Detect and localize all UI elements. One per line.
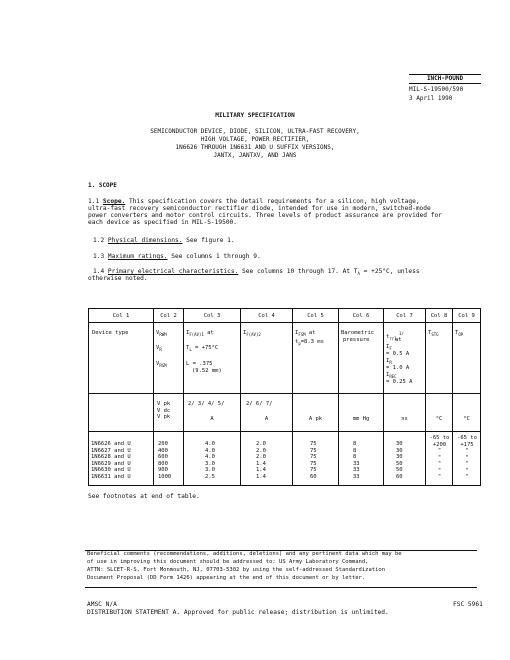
param-tl: $T_L = +75^\circ C$ [186, 345, 219, 353]
units-col-2: V pk V dc V pk [157, 401, 171, 420]
param-ir-value: = 1.0 A [386, 365, 410, 371]
param-if-value: = 0.5 A [386, 351, 410, 357]
column-header: Col 9 [458, 313, 475, 319]
col-5-values: 75 75 75 75 75 60 [310, 441, 317, 480]
paragraph-text: See figure 1. [186, 237, 235, 244]
col-8-values: -65 to +200 " " " " " [429, 435, 450, 480]
param-vrsm: $V_{RSM}$ [156, 361, 167, 369]
paragraph-1-1-line-2: ultra-fast recovery semiconductor rectifier diode, intended for use in modern, switched-mode [88, 205, 431, 212]
section-heading: 1. SCOPE [88, 182, 117, 189]
table-vrule [338, 308, 339, 486]
paragraph-text-2: = +25°C, unless [359, 268, 420, 275]
table-bottom-rule [88, 485, 480, 486]
paragraph-number: 1.4 [93, 268, 105, 275]
document-date: 3 April 1990 [409, 95, 453, 102]
col-6-values: 8 8 8 33 33 33 [353, 441, 360, 480]
paragraph-title: Physical dimensions. [107, 237, 183, 244]
unit-col-7: ns [401, 416, 408, 422]
param-ir: $I_R$ [386, 358, 392, 366]
column-header: Col 3 [203, 313, 221, 319]
table-vrule [425, 308, 426, 486]
paragraph-1-1-line-4: each device as specified in MIL-S-19500. [88, 219, 238, 226]
param-tstg: $T_{STG}$ [428, 330, 439, 338]
param-if-av1: $I_{F(AV)1}$ at [186, 330, 214, 338]
table-vrule [240, 308, 241, 486]
column-header: Col 8 [430, 313, 448, 319]
table-top-rule [88, 308, 480, 309]
param-irec: $I_{REC}$ [386, 372, 397, 380]
paragraph-number: 1.3 [93, 253, 105, 260]
notes-col-4: 2/ 6/ 7/ [246, 401, 273, 407]
paragraph-text: See columns 1 through 9. [171, 253, 261, 260]
unit-col-8: °C [435, 416, 443, 422]
param-barometric: Barometric [341, 330, 375, 336]
param-at: at [395, 337, 402, 343]
paragraph-1-3 [93, 253, 261, 260]
param-top: $T_{OP}$ [455, 330, 464, 338]
table-vrule [383, 308, 384, 486]
title-line-4: JANTX, JANTXV, AND JANS [213, 152, 297, 159]
param-vr: $V_R$ [156, 345, 162, 353]
amsc-label: AMSC N/A [87, 601, 117, 608]
notes-col-3: 2/ 3/ 4/ 5/ [188, 401, 225, 407]
unit-col-9: °C [463, 416, 470, 422]
col-9-values: -65 to +175 " " " " " [457, 435, 477, 480]
param-device-type: Device type [92, 330, 129, 336]
paragraph-title: Scope. [102, 198, 126, 205]
column-header: Col 6 [352, 313, 370, 319]
spec-heading: MILITARY SPECIFICATION [215, 112, 295, 119]
param-irec-value: = 0.25 A [386, 379, 413, 385]
paragraph-1-1-line-1 [88, 198, 420, 205]
distribution-text: Approved for public release; distribution is unlimited. [183, 609, 389, 616]
unit-col-5: A pk [308, 416, 323, 422]
table-unit-rule [88, 431, 480, 432]
param-lead-length: L = .375 [186, 361, 213, 367]
column-header: Col 7 [396, 313, 413, 319]
param-ifsm: $I_{FSM}$ at [295, 330, 316, 338]
title-line-2: HIGH VOLTAGE, POWER RECTIFIER, [200, 136, 310, 143]
paragraph-number: 1.1 [88, 198, 100, 205]
column-header: Col 5 [307, 313, 324, 319]
paragraph-1-4-line-2: otherwise noted. [88, 275, 148, 282]
table-vrule [480, 308, 481, 486]
table-footnote-reference: See footnotes at end of table. [88, 493, 200, 500]
param-tp: $t_p=8.3$ ms [295, 339, 324, 347]
paragraph-text: See columns 10 through 17. At T [242, 268, 358, 275]
paragraph-1-1-line-3: power converters and motor control circuits. Three levels of product assurance are provided for [88, 212, 442, 219]
param-vrwm: $V_{RWM}$ [156, 330, 167, 338]
column-header: Col 4 [258, 313, 275, 319]
param-pressure: pressure [343, 337, 370, 343]
table-vrule [292, 308, 293, 486]
comments-line-3: ATTN: SLCET-R-S, Fort Monmouth, NJ, 07703-5302 by using the self-addressed Standardization [87, 567, 386, 573]
comments-line-2: of use in improving this document should be addressed to: US Army Laboratory Command, [87, 559, 369, 565]
table-vrule [183, 308, 184, 486]
col-3-values: 4.0 4.0 4.0 3.0 3.0 2.5 [205, 441, 215, 480]
col-4-values: 2.0 2.0 2.0 1.4 1.4 1.4 [256, 441, 266, 480]
fsc-label: FSC 5961 [453, 601, 483, 608]
comments-line-1: Beneficial comments (recommendations, additions, deletions) and any pertinent data which may be [87, 551, 402, 557]
distribution-statement [87, 609, 389, 616]
paragraph-title: Primary electrical characteristics. [107, 268, 239, 275]
paragraph-text: This specification covers the detail requirements for a silicon, high voltage, [129, 198, 420, 205]
paragraph-number: 1.2 [93, 237, 105, 244]
unit-col-4: A [264, 416, 269, 422]
inch-pound-label: INCH-POUND [409, 74, 481, 84]
table-header-rule [88, 322, 480, 323]
param-trr: $t_{rr1}$ $^{1/}$ [386, 331, 404, 341]
distribution-label: DISTRIBUTION STATEMENT A. [87, 609, 181, 616]
comments-line-4: Document Proposal (DD Form 1426) appearing at the end of this document or by letter. [87, 575, 366, 581]
param-lead-length-mm: (9.52 mm) [192, 368, 222, 374]
title-line-3: 1N6626 THROUGH 1N6631 AND U SUFFIX VERSIONS, [175, 144, 335, 151]
paragraph-title: Maximum ratings. [107, 253, 168, 260]
unit-col-6: mm Hg [352, 416, 370, 422]
table-vrule [153, 308, 154, 486]
table-vrule [88, 308, 89, 486]
device-type-list: 1N6626 and U 1N6627 and U 1N6628 and U 1N6629 and U 1N6630 and U 1N6631 and U [91, 441, 131, 480]
param-if: $I_F$ [386, 344, 392, 352]
document-number: MIL-S-19500/590 [409, 86, 464, 93]
column-header: Col 2 [160, 313, 177, 319]
param-if-av2: $I_{F(AV)2}$ [243, 330, 261, 338]
table-vrule [452, 308, 453, 486]
table-param-rule [88, 393, 480, 394]
col-7-values: 30 30 30 50 50 60 [396, 441, 403, 480]
title-line-1: SEMICONDUCTOR DEVICE, DIODE, SILICON, ULTRA-FAST RECOVERY, [150, 128, 360, 135]
subscript: A [357, 271, 360, 277]
paragraph-1-2 [93, 237, 235, 244]
unit-col-3: A [210, 416, 214, 422]
col-2-values: 200 400 600 800 900 1000 [158, 441, 172, 480]
column-header: Col 1 [112, 313, 130, 319]
